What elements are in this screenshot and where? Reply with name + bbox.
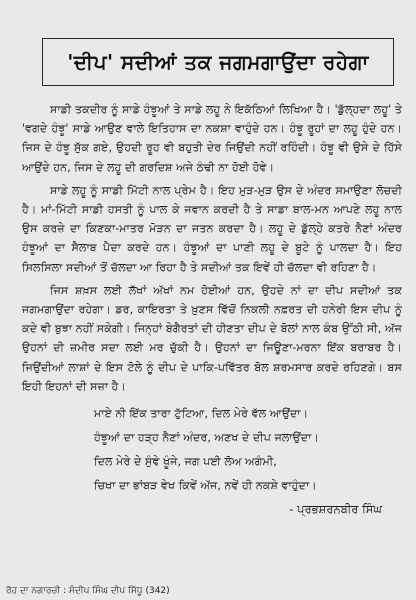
body-text [22,100,402,396]
paragraph-2: ਸਾਡੇ ਲਹੂ ਨੂੰ ਸਾਡੀ ਮਿੱਟੀ ਨਾਲ ਪ੍ਰੇਮ ਹੈ। ਇਹ ਮੁੜ-ਮੁੜ ਉਸ ਦੇ ਅੰਦਰ ਸਮਾਉਣਾ ਲੋਚਦੀ ਹੈ। ਮਾਂ-ਮਿੱਟੀ ਸਾਡੀ ਹਸਤੀ ਨੂੰ ਪਾਲ ਕੇ ਜਵਾਨ ਕਰਦੀ ਹੈ ਤੇ ਸਾਡਾ ਬਾਲ-ਮਨ ਆਪਣੇ ਲਹੂ ਨਾਲ ਉਸ ਕਰਜ਼ੇ ਦਾ ਕਿਣਕਾ-ਮਾਤਰ ਮੋੜਨ ਦਾ ਜਤਨ ਕਰਦਾ ਹੈ। ਲਹੂ ਦੇ ਡੁੱਲ੍ਹੇ ਕਤਰੇ ਨੈਣਾਂ ਅੰਦਰ ਹੰਝੂਆਂ ਦਾ ਸੈਲਾਬ ਪੈਦਾ ਕਰਦੇ ਹਨ। ਹੰਝੂਆਂ ਦਾ ਪਾਣੀ ਲਹੂ ਦੇ ਬੂਟੇ ਨੂੰ ਪਾਲਦਾ ਹੈ। ਇਹ ਸਿਲਸਿਲਾ ਸਦੀਆਂ ਤੋਂ ਚੱਲਦਾ ਆ ਰਿਹਾ ਹੈ ਤੇ ਸਦੀਆਂ ਤਕ ਇਵੇਂ ਹੀ ਚੱਲਦਾ ਵੀ ਰਹਿਣਾ ਹੈ। [22,183,402,274]
page-footer: ਰੋਹ ਦਾ ਨਗਾਰਚੀ : ਸੰਦੀਪ ਸਿੰਘ ਦੀਪ ਸਿੱਧੂ (342) [6,586,170,596]
poem-author: - ਪ੍ਰਭਸ਼ਰਨਬੀਰ ਸਿੰਘ [289,502,382,517]
verse-line-4: ਚਿਖਾ ਦਾ ਭਾਂਬੜ ਵੇਖ ਕਿਵੇਂ ਅੱਜ, ਨਵੇਂ ਹੀ ਨਕਸ਼ੇ ਵਾਹੁੰਦਾ। [94,479,317,493]
verse-line-2: ਹੰਝੂਆਂ ਦਾ ਹੜ੍ਹ ਨੈਣਾਂ ਅੰਦਰ, ਅਣਖ ਦੇ ਦੀਪ ਜਲਾਉਂਦਾ। [94,431,319,445]
poem-verse [22,402,402,498]
paragraph-3: ਜਿਸ ਸ਼ਖ਼ਸ ਲਈ ਲੱਖਾਂ ਅੱਖਾਂ ਨਮ ਹੋਈਆਂ ਹਨ, ਉਹਦੇ ਨਾਂ ਦਾ ਦੀਪ ਸਦੀਆਂ ਤਕ ਜਗਮਗਾਉਂਦਾ ਰਹੇਗਾ। ਡਰ, ਕਾਇਰਤਾ ਤੇ ਖ਼ੁਣਸ ਵਿੱਚੋਂ ਨਿਕਲੀ ਨਫ਼ਰਤ ਦੀ ਹਨੇਰੀ ਇਸ ਦੀਪ ਨੂੰ ਕਦੇ ਵੀ ਬੁਝਾ ਨਹੀਂ ਸਕੇਗੀ। ਜਿਨ੍ਹਾਂ ਬੇਗੈਰਤਾਂ ਦੀ ਹੀਣਤਾ ਦੀਪ ਦੇ ਬੋਲਾਂ ਨਾਲ ਕੰਬ ਉੱਠੀ ਸੀ, ਅੱਜ ਉਹਨਾਂ ਦੀ ਜ਼ਮੀਰ ਸਦਾ ਲਈ ਮਰ ਚੁੱਕੀ ਹੈ। ਉਹਨਾਂ ਦਾ ਜਿਊਣਾ-ਮਰਨਾ ਇੱਕ ਬਰਾਬਰ ਹੈ। ਜਿਉਂਦੀਆਂ ਲਾਸ਼ਾਂ ਦੇ ਇਸ ਟੋਲੇ ਨੂੰ ਦੀਪ ਦੇ ਪਾਕਿ-ਪਵਿੱਤਰ ਬੋਲ ਸ਼ਰਮਸਾਰ ਕਰਦੇ ਰਹਿਣਗੇ। ਬਸ ਇਹੀ ਇਹਨਾਂ ਦੀ ਸਜ਼ਾ ਹੈ। [22,283,402,393]
chapter-title: 'ਦੀਪ' ਸਦੀਆਂ ਤਕ ਜਗਮਗਾਉਂਦਾ ਰਹੇਗਾ [42,38,394,86]
verse-line-3: ਦਿਲ ਮੇਰੇ ਦੇ ਸੁੰਞੇ ਖੂੰਜੇ, ਜਗ ਪਈ ਲੋਅ ਅਗੰਮੀ, [94,455,277,469]
paragraph-1: ਸਾਡੀ ਤਕਦੀਰ ਨੂੰ ਸਾਡੇ ਹੰਝੂਆਂ ਤੇ ਸਾਡੇ ਲਹੂ ਨੇ ਇਕੱਠਿਆਂ ਲਿਖਿਆ ਹੈ। 'ਡੁੱਲ੍ਹਦਾ ਲਹੂ' ਤੇ 'ਵਗਦੇ ਹੰਝੂ' ਸਾਡੇ ਆਉਣ ਵਾਲੇ ਇਤਿਹਾਸ ਦਾ ਨਕਸ਼ਾ ਵਾਹੁੰਦੇ ਹਨ। ਹੰਝੂ ਰੂਹਾਂ ਦਾ ਲਹੂ ਹੁੰਦੇ ਹਨ। ਜਿਸ ਦੇ ਹੰਝੂ ਸੁੱਕ ਗਏ, ਉਹਦੀ ਰੂਹ ਵੀ ਬਹੁਤੀ ਦੇਰ ਜਿਉਂਦੀ ਨਹੀਂ ਰਹਿੰਦੀ। ਹੰਝੂ ਵੀ ਉਸੇ ਦੇ ਹਿੱਸੇ ਆਉਂਦੇ ਹਨ, ਜਿਸ ਦੇ ਲਹੂ ਦੀ ਗਰਦਿਸ਼ ਅਜੇ ਠੰਢੀ ਨਾ ਹੋਈ ਹੋਵੇ। [22,103,402,174]
verse-line-1: ਮਾਏ ਨੀ ਇੱਕ ਤਾਰਾ ਟੁੱਟਿਆ, ਦਿਲ ਮੇਰੇ ਵੱਲ ਆਉਂਦਾ। [94,407,309,421]
